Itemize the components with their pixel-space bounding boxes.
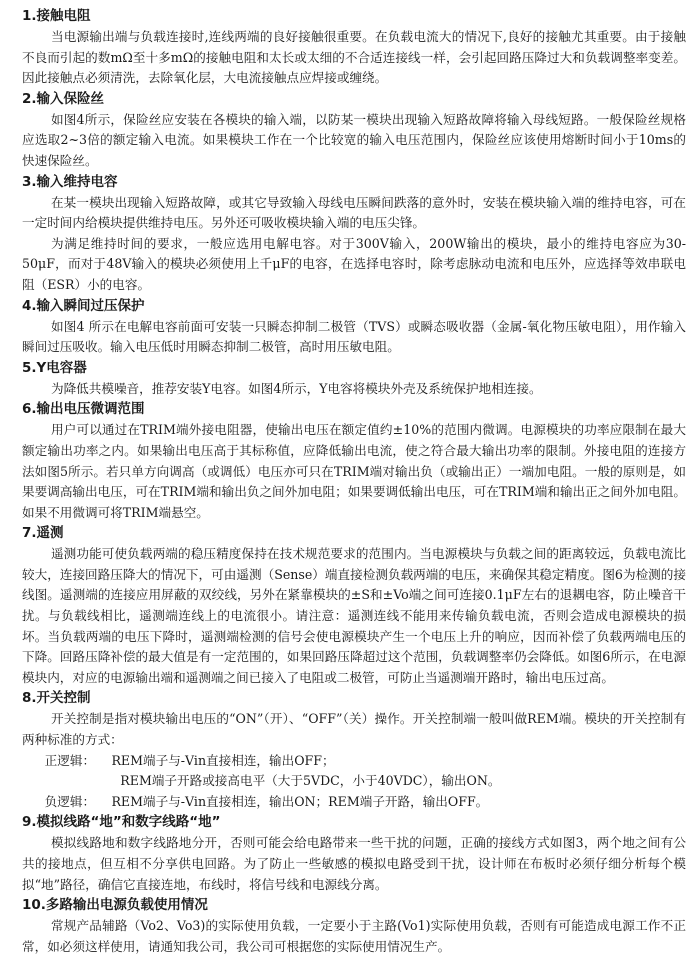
paragraph: 如图4所示，保险丝应安装在各模块的输入端，以防某一模块出现输入短路故障将输入母线短路。一般保险丝规格应选取2~3倍的额定输入电流。如果模块工作在一个比较宽的输入电压范围内，保险丝应该使用熔断时间小于10ms的快速保险丝。	[22, 111, 686, 168]
paragraph: 模拟线路地和数字线路地分开，否则可能会给电路带来一些干扰的问题，正确的接线方式如图3，两个地之间有公共的接地点，但互相不分享供电回路。为了防止一些敏感的模拟电路受到干扰，设计师在布板时必须仔细分析每个模拟“地”路径，确信它直接连地，布线时，将信号线和电源线分离。	[22, 835, 686, 892]
logic-label: 负逻辑：	[44, 793, 96, 809]
section-remote-sense	[22, 523, 686, 688]
paragraph: 为降低共模噪音，推荐安装Y电容。如图4所示，Y电容将模块外壳及系统保护地相连接。	[50, 380, 542, 396]
positive-logic-line-1	[22, 751, 686, 772]
section-heading: 10.多路输出电源负载使用情况	[22, 897, 208, 914]
logic-label: 正逻辑：	[44, 752, 96, 768]
paragraph: 用户可以通过在TRIM端外接电阻器，使输出电压在额定值约±10%的范围内微调。电源模块的功率应限制在最大额定输出功率之内。如果输出电压高于其标称值，应降低输出电流，使之符合最大输出功率的限制。外接电阻的连接方法如图5所示。若只单方向调高（或调低）电压亦可只在TRIM端对输出负（或输出正）一端加电阻。一般的原则是，如果要调高输出电压，可在TRIM端和输出负之间外加电阻；如果要调低输出电压，可在TRIM端和输出正之间外加电阻。如果不用微调可将TRIM端悬空。	[22, 422, 686, 520]
section-heading: 9.模拟线路“地”和数字线路“地”	[22, 814, 221, 831]
paragraph: 常规产品辅路（Vo2、Vo3)的实际使用负载，一定要小于主路(Vo1)实际使用负载，否则有可能造成电源工作不正常，如必须这样使用，请通知我公司，我公司可根据您的实际使用情况生产。	[22, 918, 686, 954]
paragraph: 为满足维持时间的要求，一般应选用电解电容。对于300V输入，200W输出的模块，最小的维持电容应为30-50μF，而对于48V输入的模块必须使用上千μF的电容，在选择电容时，除考虑脉动电流和电压外，应选择等效串联电阻（ESR）小的电容。	[22, 235, 686, 292]
section-contact-resistance	[22, 6, 686, 89]
section-input-fuse	[22, 89, 686, 172]
section-on-off-control	[22, 688, 686, 812]
section-heading: 3.输入维持电容	[22, 173, 118, 190]
section-heading: 6.输出电压微调范围	[22, 401, 145, 418]
section-heading: 7.遥测	[22, 525, 64, 542]
section-output-trim	[22, 399, 686, 523]
section-input-transient-protection	[22, 296, 686, 358]
paragraph: 开关控制是指对模块输出电压的“ON”（开）、“OFF”（关）操作。开关控制端一般叫做REM端。模块的开关控制有两种标准的方式：	[22, 711, 686, 748]
section-heading: 1.接触电阻	[22, 8, 91, 24]
section-heading: 4.输入瞬间过压保护	[22, 297, 145, 314]
logic-text: REM端子与-Vin直接相连，输出OFF；	[111, 752, 335, 768]
logic-text: REM端子开路或接高电平（大于5VDC，小于40VDC），输出ON。	[120, 773, 501, 789]
section-multi-output-load	[22, 895, 686, 957]
section-y-capacitor	[22, 358, 686, 400]
paragraph: 在某一模块出现输入短路故障，或其它导致输入母线电压瞬间跌落的意外时，安装在模块输入端的维持电容，可在一定时间内给模块提供维持电压。另外还可吸收模块输入端的电压尖锋。	[22, 194, 686, 231]
paragraph: 如图4 所示在电解电容前面可安装一只瞬态抑制二极管（TVS）或瞬态吸收器（金属-氧化物压敏电阻），用作输入瞬间过压吸收。输入电压低时用瞬态抑制二极管，高时用压敏电阻。	[22, 318, 686, 355]
paragraph: 当电源输出端与负载连接时,连线两端的良好接触很重要。在负载电流大的情况下,良好的接触尤其重要。由于接触不良而引起的数mΩ至十多mΩ的接触电阻和太长或太细的不合适连接线一样，会引起回路压降过大和负载调整率变差。因此接触点必须清洗，去除氧化层，大电流接触点应焊接或缠绕。	[22, 29, 686, 86]
section-heading: 5.Y电容器	[22, 359, 87, 376]
paragraph: 遥测功能可使负载两端的稳压精度保持在技术规范要求的范围内。当电源模块与负载之间的距离较远，负载电流比较大，连接回路压降大的情况下，可由遥测（Sense）端直接检测负载两端的电压，来确保其稳定精度。图6为检测的接线图。遥测端的连接应用屏蔽的双绞线，另外在紧靠模块的±S和±Vo端之间可连接0.1μF左右的退耦电容，防止噪音干扰。与负载线相比，遥测端连线上的电流很小。请注意：遥测连线不能用来传输负载电流，否则会造成电源模块的损坏。当负载两端的电压下降时，遥测端检测的信号会使电源模块产生一个电压上升的响应，因而补偿了负载两端电压的下降。回路压降补偿的最大值是有一定范围的，如果回路压降超过这个范围，负载调整率仍会降低。如图6所示，在电源模块内，对应的电源输出端和遥测端之间已接入了电阻或二极管，可防止当遥测端开路时，输出电压过高。	[22, 546, 686, 685]
section-heading: 2.输入保险丝	[22, 90, 105, 107]
positive-logic-line-2	[22, 771, 686, 792]
section-input-hold-capacitor	[22, 172, 686, 296]
logic-text: REM端子与-Vin直接相连，输出ON；REM端子开路，输出OFF。	[111, 793, 489, 809]
section-heading: 8.开关控制	[22, 690, 91, 707]
section-analog-digital-ground	[22, 812, 686, 895]
negative-logic-line	[22, 792, 686, 813]
